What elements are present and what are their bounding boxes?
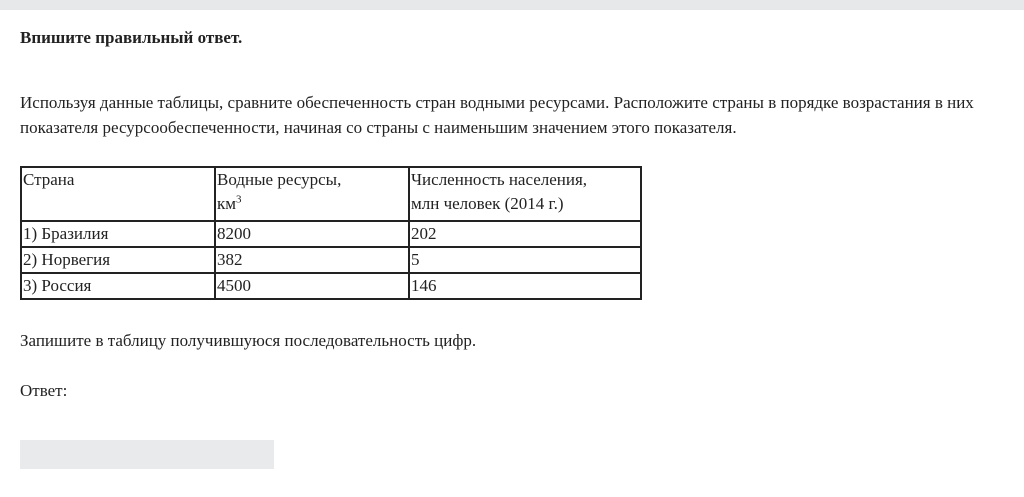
answer-input[interactable] <box>20 440 274 469</box>
header-country <box>21 167 215 221</box>
cell-country: 2) Норвегия <box>21 247 215 273</box>
cell-country: 3) Россия <box>21 273 215 299</box>
cell-water: 382 <box>215 247 409 273</box>
table-row <box>21 221 641 247</box>
cell-population: 146 <box>409 273 641 299</box>
answer-label: Ответ: <box>20 381 68 400</box>
header-population-line2: млн человек (2014 г.) <box>411 194 564 213</box>
cell-population: 202 <box>409 221 641 247</box>
instruction-heading: Впишите правильный ответ. <box>20 28 243 47</box>
task-text: Используя данные таблицы, сравните обеспеченность стран водными ресурсами. Расположите страны в порядке возрастания в них показателя ресурсообеспеченности, начиная со страны с наименьшим значением этого показателя. <box>20 93 974 137</box>
table-row <box>21 273 641 299</box>
data-table <box>20 166 642 300</box>
header-population <box>409 167 641 221</box>
header-population-line1: Численность населения, <box>411 170 588 189</box>
header-water-unit: км <box>217 194 237 213</box>
header-water <box>215 167 409 221</box>
top-bar <box>0 0 1024 10</box>
cell-water: 8200 <box>215 221 409 247</box>
table-row <box>21 247 641 273</box>
cell-country: 1) Бразилия <box>21 221 215 247</box>
header-country-label: Страна <box>23 170 75 189</box>
table-header-row <box>21 167 641 221</box>
header-water-unit-power: 3 <box>236 193 242 206</box>
cell-water: 4500 <box>215 273 409 299</box>
cell-population: 5 <box>409 247 641 273</box>
write-note: Запишите в таблицу получившуюся последовательность цифр. <box>20 331 477 350</box>
header-water-label: Водные ресурсы, <box>217 170 342 189</box>
